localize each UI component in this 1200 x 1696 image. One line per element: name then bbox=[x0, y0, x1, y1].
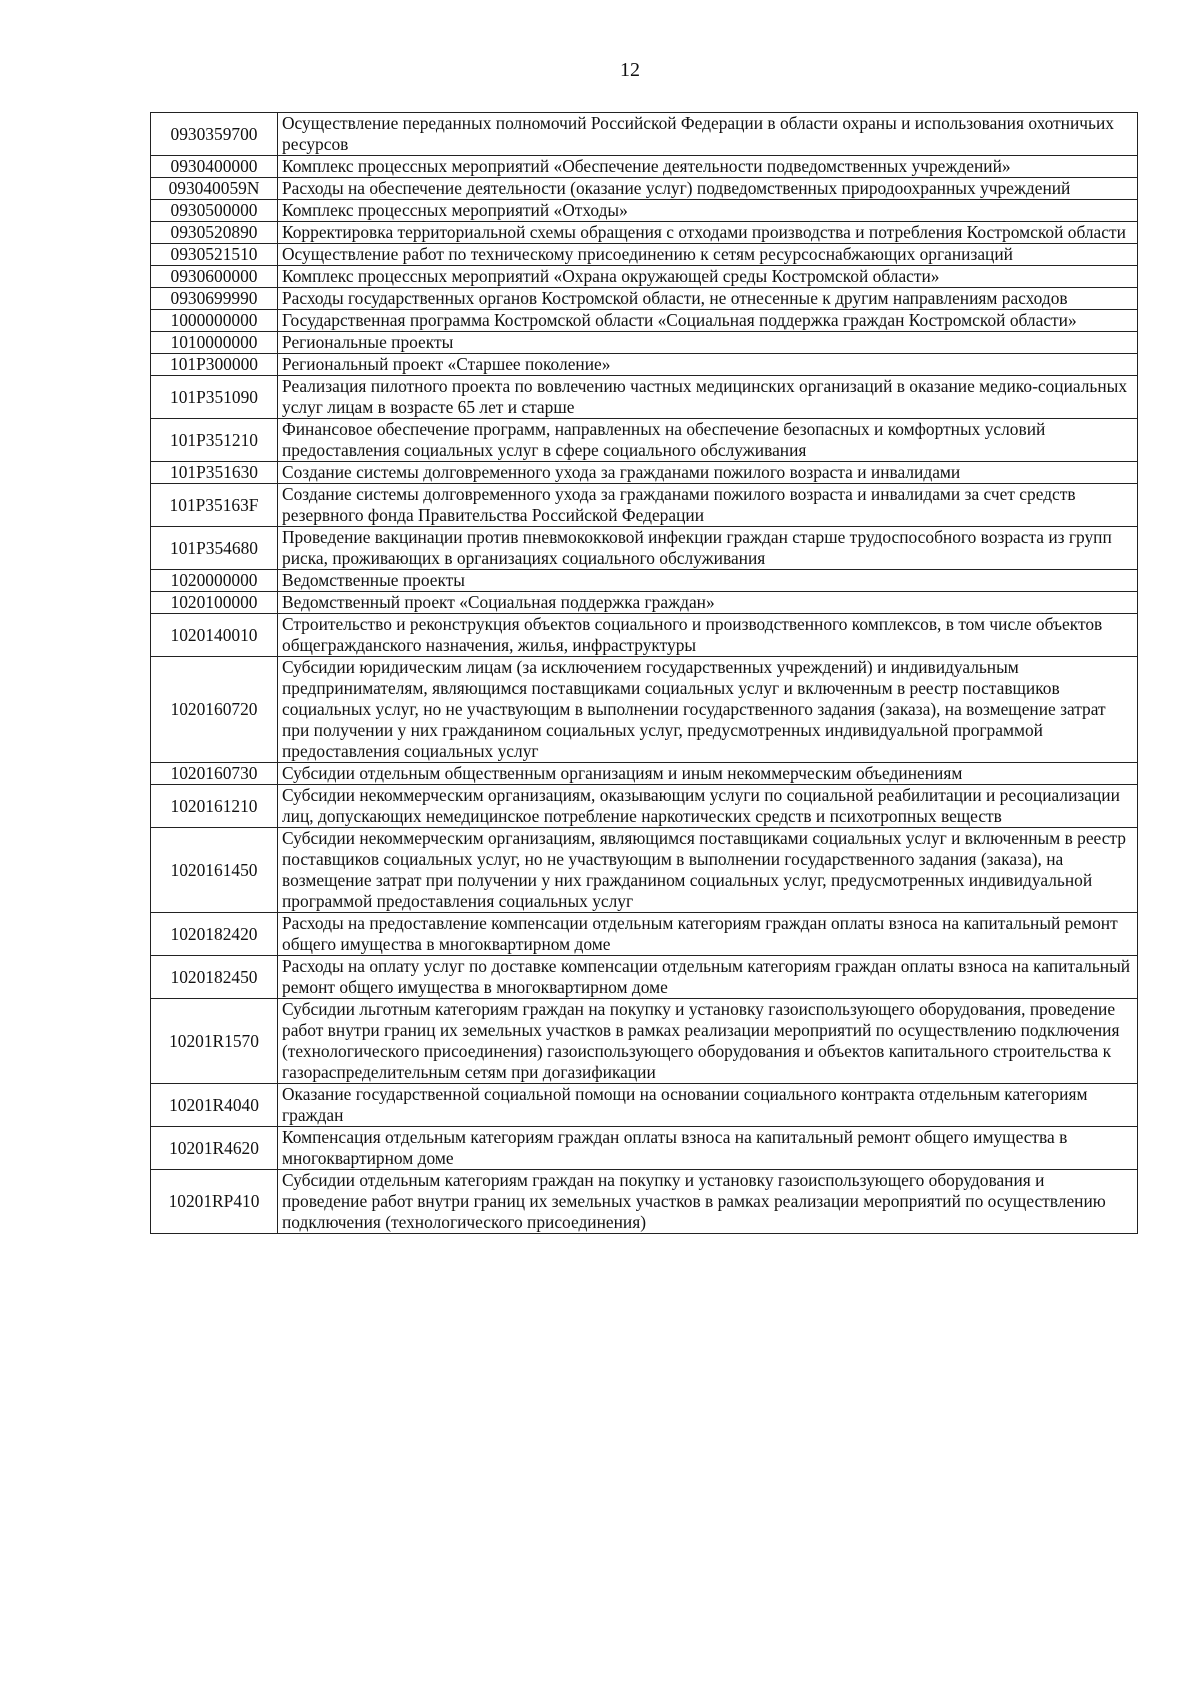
budget-code-cell: 1020100000 bbox=[151, 592, 278, 614]
budget-code-cell: 0930521510 bbox=[151, 244, 278, 266]
description-cell: Корректировка территориальной схемы обращения с отходами производства и потребления Костромской области bbox=[278, 222, 1138, 244]
budget-code-cell: 0930359700 bbox=[151, 113, 278, 156]
table-row bbox=[151, 763, 1138, 785]
table-row bbox=[151, 244, 1138, 266]
table-row bbox=[151, 310, 1138, 332]
budget-code-cell: 0930699990 bbox=[151, 288, 278, 310]
budget-code-cell: 101P354680 bbox=[151, 527, 278, 570]
table-row bbox=[151, 288, 1138, 310]
table-row bbox=[151, 828, 1138, 913]
budget-code-cell: 101P300000 bbox=[151, 354, 278, 376]
budget-code-cell: 1020160720 bbox=[151, 657, 278, 763]
table-row bbox=[151, 266, 1138, 288]
description-cell: Создание системы долговременного ухода за гражданами пожилого возраста и инвалидами bbox=[278, 462, 1138, 484]
description-cell: Компенсация отдельным категориям граждан оплаты взноса на капитальный ремонт общего имущества в многоквартирном доме bbox=[278, 1127, 1138, 1170]
table-row bbox=[151, 200, 1138, 222]
description-cell: Расходы на обеспечение деятельности (оказание услуг) подведомственных природоохранных учреждений bbox=[278, 178, 1138, 200]
table-row bbox=[151, 178, 1138, 200]
description-cell: Ведомственный проект «Социальная поддержка граждан» bbox=[278, 592, 1138, 614]
description-cell: Расходы на оплату услуг по доставке компенсации отдельным категориям граждан оплаты взноса на капитальный ремонт общего имущества в многоквартирном доме bbox=[278, 956, 1138, 999]
table-row bbox=[151, 999, 1138, 1084]
budget-code-cell: 101P351210 bbox=[151, 419, 278, 462]
description-cell: Оказание государственной социальной помощи на основании социального контракта отдельным категориям граждан bbox=[278, 1084, 1138, 1127]
description-cell: Субсидии отдельным категориям граждан на покупку и установку газоиспользующего оборудования и проведение работ внутри границ их земельных участков в рамках реализации мероприятий по осуществлению подключения (технологического присоединения) bbox=[278, 1170, 1138, 1234]
description-cell: Государственная программа Костромской области «Социальная поддержка граждан Костромской области» bbox=[278, 310, 1138, 332]
budget-code-cell: 093040059N bbox=[151, 178, 278, 200]
table-row bbox=[151, 592, 1138, 614]
budget-code-cell: 1000000000 bbox=[151, 310, 278, 332]
description-cell: Комплекс процессных мероприятий «Обеспечение деятельности подведомственных учреждений» bbox=[278, 156, 1138, 178]
description-cell: Комплекс процессных мероприятий «Охрана окружающей среды Костромской области» bbox=[278, 266, 1138, 288]
budget-code-cell: 1020000000 bbox=[151, 570, 278, 592]
table-row bbox=[151, 657, 1138, 763]
table-row bbox=[151, 570, 1138, 592]
budget-code-cell: 1010000000 bbox=[151, 332, 278, 354]
budget-code-cell: 1020161450 bbox=[151, 828, 278, 913]
table-row bbox=[151, 1170, 1138, 1234]
table-row bbox=[151, 956, 1138, 999]
budget-code-cell: 1020140010 bbox=[151, 614, 278, 657]
table-row bbox=[151, 376, 1138, 419]
description-cell: Комплекс процессных мероприятий «Отходы» bbox=[278, 200, 1138, 222]
table-row bbox=[151, 913, 1138, 956]
description-cell: Осуществление работ по техническому присоединению к сетям ресурсоснабжающих организаций bbox=[278, 244, 1138, 266]
budget-code-cell: 0930520890 bbox=[151, 222, 278, 244]
description-cell: Субсидии отдельным общественным организациям и иным некоммерческим объединениям bbox=[278, 763, 1138, 785]
table-row bbox=[151, 156, 1138, 178]
table-row bbox=[151, 1127, 1138, 1170]
table-row bbox=[151, 354, 1138, 376]
description-cell: Строительство и реконструкция объектов социального и производственного комплексов, в том числе объектов общегражданского назначения, жилья, инфраструктуры bbox=[278, 614, 1138, 657]
budget-code-cell: 1020182420 bbox=[151, 913, 278, 956]
budget-code-cell: 10201RP410 bbox=[151, 1170, 278, 1234]
page-number: 12 bbox=[620, 59, 640, 81]
budget-code-cell: 10201R4040 bbox=[151, 1084, 278, 1127]
budget-code-cell: 0930600000 bbox=[151, 266, 278, 288]
description-cell: Субсидии некоммерческим организациям, оказывающим услуги по социальной реабилитации и ресоциализации лиц, допускающих немедицинское потребление наркотических средств и психотропных веществ bbox=[278, 785, 1138, 828]
budget-code-cell: 0930500000 bbox=[151, 200, 278, 222]
table-row bbox=[151, 614, 1138, 657]
description-cell: Региональные проекты bbox=[278, 332, 1138, 354]
description-cell: Ведомственные проекты bbox=[278, 570, 1138, 592]
description-cell: Субсидии некоммерческим организациям, являющимся поставщиками социальных услуг и включенным в реестр поставщиков социальных услуг, но не участвующим в выполнении государственного задания (заказа), на возмещение затрат при получении у них гражданином социальных услуг, предусмотренных индивидуальной программой предоставления социальных услуг bbox=[278, 828, 1138, 913]
table-row bbox=[151, 332, 1138, 354]
table-row bbox=[151, 113, 1138, 156]
description-cell: Субсидии льготным категориям граждан на покупку и установку газоиспользующего оборудования, проведение работ внутри границ их земельных участков в рамках реализации мероприятий по осуществлению подключения (технологического присоединения) газоиспользующего оборудования и объектов капитального строительства к газораспределительным сетям при догазификации bbox=[278, 999, 1138, 1084]
table-row bbox=[151, 527, 1138, 570]
table-row bbox=[151, 785, 1138, 828]
table-row bbox=[151, 222, 1138, 244]
table-row bbox=[151, 1084, 1138, 1127]
description-cell: Осуществление переданных полномочий Российской Федерации в области охраны и использования охотничьих ресурсов bbox=[278, 113, 1138, 156]
budget-code-cell: 10201R4620 bbox=[151, 1127, 278, 1170]
table-row bbox=[151, 419, 1138, 462]
description-cell: Региональный проект «Старшее поколение» bbox=[278, 354, 1138, 376]
description-cell: Проведение вакцинации против пневмококковой инфекции граждан старше трудоспособного возраста из групп риска, проживающих в организациях социального обслуживания bbox=[278, 527, 1138, 570]
budget-code-cell: 1020161210 bbox=[151, 785, 278, 828]
description-cell: Финансовое обеспечение программ, направленных на обеспечение безопасных и комфортных условий предоставления социальных услуг в сфере социального обслуживания bbox=[278, 419, 1138, 462]
description-cell: Реализация пилотного проекта по вовлечению частных медицинских организаций в оказание медико-социальных услуг лицам в возрасте 65 лет и старше bbox=[278, 376, 1138, 419]
budget-code-cell: 101P35163F bbox=[151, 484, 278, 527]
table-row bbox=[151, 484, 1138, 527]
description-cell: Субсидии юридическим лицам (за исключением государственных учреждений) и индивидуальным предпринимателям, являющимся поставщиками социальных услуг и включенным в реестр поставщиков социальных услуг, но не участвующим в выполнении государственного задания (заказа), на возмещение затрат при получении у них гражданином социальных услуг, предусмотренных индивидуальной программой предоставления социальных услуг bbox=[278, 657, 1138, 763]
table-row bbox=[151, 462, 1138, 484]
budget-code-cell: 0930400000 bbox=[151, 156, 278, 178]
description-cell: Расходы государственных органов Костромской области, не отнесенные к другим направлениям расходов bbox=[278, 288, 1138, 310]
budget-code-cell: 1020160730 bbox=[151, 763, 278, 785]
budget-code-cell: 101P351630 bbox=[151, 462, 278, 484]
budget-code-cell: 101P351090 bbox=[151, 376, 278, 419]
description-cell: Расходы на предоставление компенсации отдельным категориям граждан оплаты взноса на капитальный ремонт общего имущества в многоквартирном доме bbox=[278, 913, 1138, 956]
budget-code-cell: 1020182450 bbox=[151, 956, 278, 999]
budget-codes-table bbox=[150, 112, 1138, 1234]
budget-code-cell: 10201R1570 bbox=[151, 999, 278, 1084]
table-body bbox=[151, 113, 1138, 1234]
description-cell: Создание системы долговременного ухода за гражданами пожилого возраста и инвалидами за счет средств резервного фонда Правительства Российской Федерации bbox=[278, 484, 1138, 527]
